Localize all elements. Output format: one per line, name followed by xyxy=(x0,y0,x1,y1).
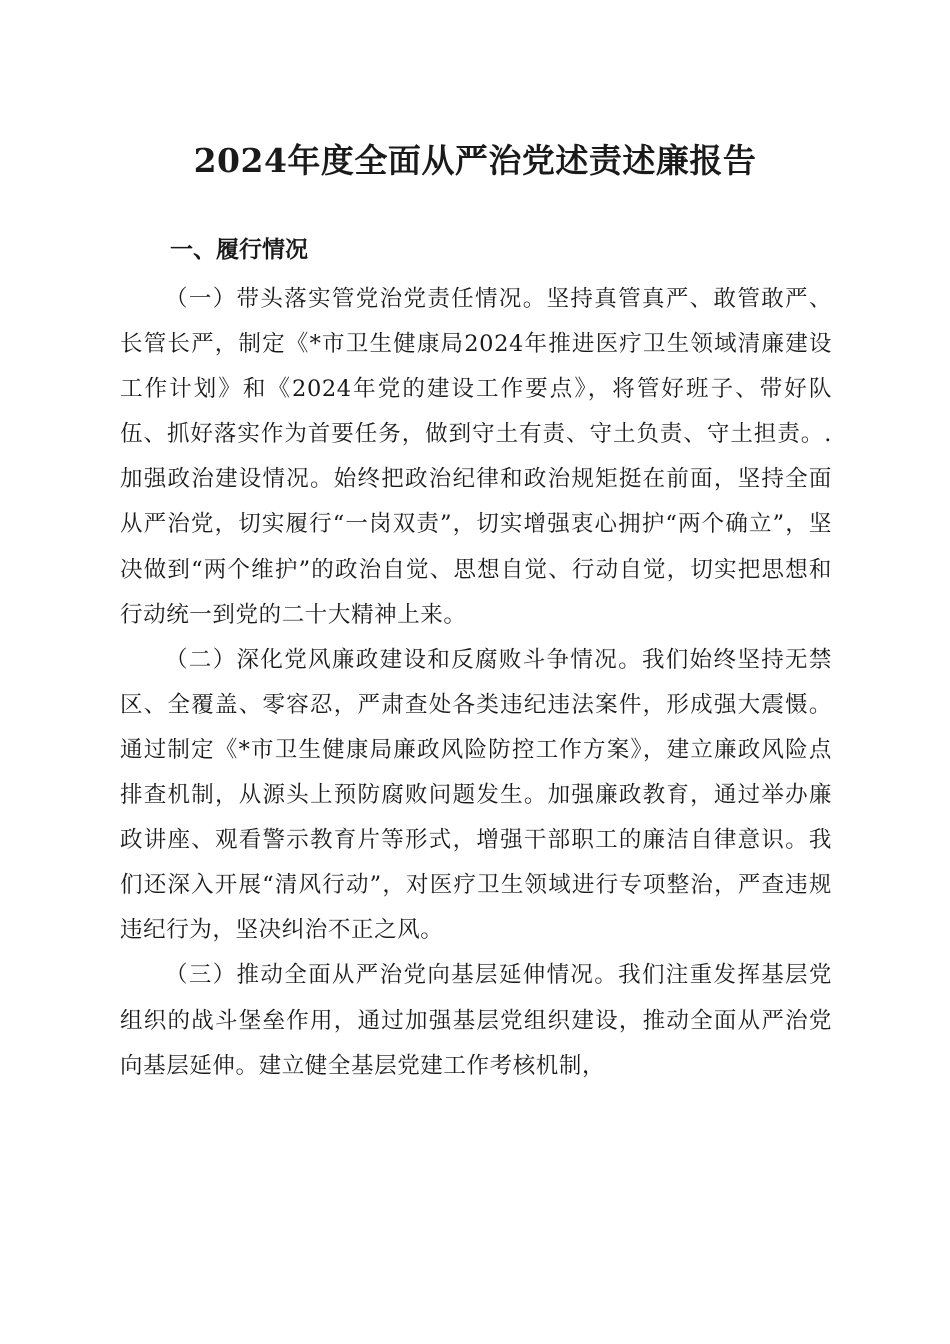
paragraph-1 xyxy=(120,277,832,638)
document-title: 2024年度全面从严治党述责述廉报告 xyxy=(193,141,757,180)
document-body xyxy=(120,277,832,1089)
section-heading: 一、履行情况 xyxy=(170,237,308,263)
paragraph-3-text: 我们注重发挥基层党组织的战斗堡垒作用，通过加强基层党组织建设，推动全面从严治党向基层延伸。建立健全基层党建工作考核机制， xyxy=(120,962,832,1079)
paragraph-3-lead: （三）推动全面从严治党向基层延伸情况。 xyxy=(165,962,619,989)
paragraph-3 xyxy=(120,953,832,1088)
paragraph-2-lead: （二）深化党风廉政建设和反腐败斗争情况。 xyxy=(165,646,642,673)
paragraph-1-text: 坚持真管真严、敢管敢严、长管长严，制定《*市卫生健康局2024年推进医疗卫生领域清廉建设工作计划》和《2024年党的建设工作要点》，将管好班子、带好队伍、抓好落实作为首要任务，做到守土有责、守土负责、守土担责。.加强政治建设情况。始终把政治纪律和政治规矩挺在前面，坚持全面从严治党，切实履行“一岗双责”，切实增强衷心拥护“两个确立”，坚决做到“两个维护”的政治自觉、思想自觉、行动自觉，切实把思想和行动统一到党的二十大精神上来。 xyxy=(120,286,833,628)
paragraph-2-text: 我们始终坚持无禁区、全覆盖、零容忍，严肃查处各类违纪违法案件，形成强大震慑。通过制定《*市卫生健康局廉政风险防控工作方案》，建立廉政风险点排查机制，从源头上预防腐败问题发生。加强廉政教育，通过举办廉政讲座、观看警示教育片等形式，增强干部职工的廉洁自律意识。我们还深入开展“清风行动”，对医疗卫生领域进行专项整治，严查违规违纪行为，坚决纠治不正之风。 xyxy=(120,646,832,944)
paragraph-2 xyxy=(120,638,832,954)
paragraph-1-lead: （一）带头落实管党治党责任情况。 xyxy=(165,286,547,312)
